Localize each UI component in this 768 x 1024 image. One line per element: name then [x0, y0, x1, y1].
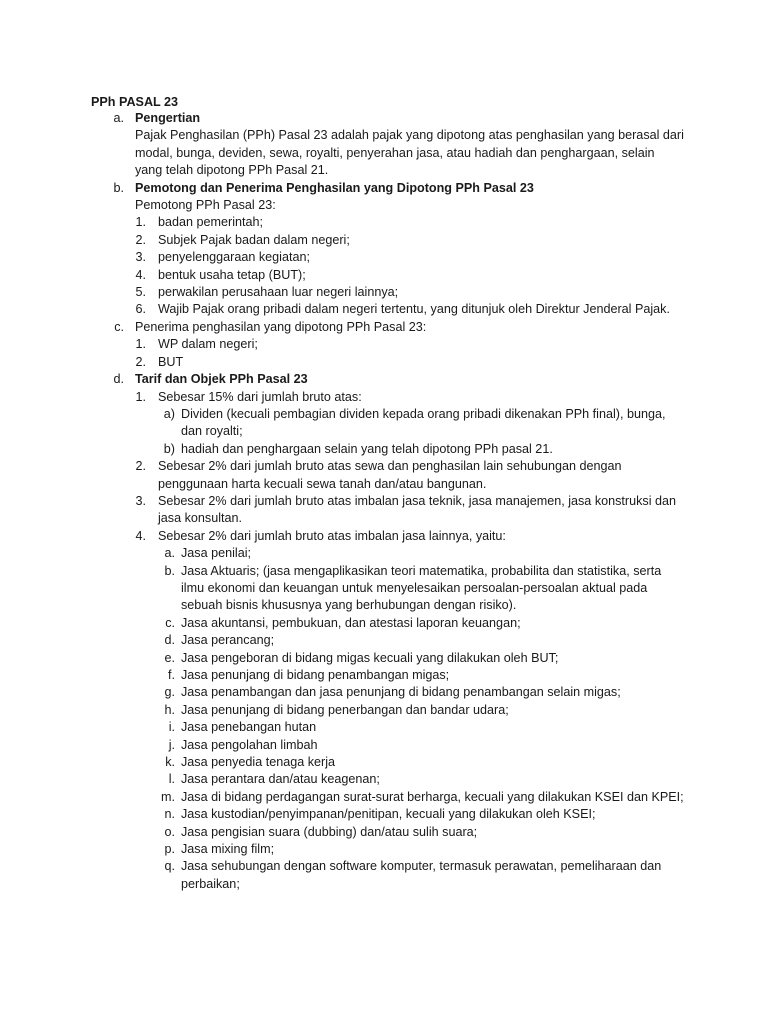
list-item-text: Subjek Pajak badan dalam negeri; [158, 232, 350, 247]
sub-item-text: Jasa pengisian suara (dubbing) dan/atau sulih suara; [181, 824, 478, 839]
sub-item [0, 563, 768, 580]
list-marker: 4. [135, 528, 146, 543]
sub-item [0, 684, 768, 701]
list-marker: 1. [135, 389, 146, 404]
list-item-text: Sebesar 2% dari jumlah bruto atas imbalan jasa teknik, jasa manajemen, jasa konstruksi dan [158, 493, 677, 508]
sub-marker: g. [164, 685, 175, 700]
sub-marker: a. [164, 546, 175, 561]
section-tarif [0, 371, 768, 893]
sub-item-text: Jasa perancang; [181, 633, 275, 648]
sub-item-text: Jasa penambangan dan jasa penunjang di bidang penambangan selain migas; [181, 685, 621, 700]
paragraph-line: Pajak Penghasilan (PPh) Pasal 23 adalah pajak yang dipotong atas penghasilan yang berasal dari [135, 128, 684, 143]
list-marker: 2. [135, 459, 146, 474]
section-intro: Pemotong PPh Pasal 23: [135, 198, 276, 213]
list-item [0, 232, 768, 249]
sub-item-text: Jasa perantara dan/atau keagenan; [181, 772, 380, 787]
list-item-text: penyelenggaraan kegiatan; [158, 250, 310, 265]
list-item [0, 214, 768, 231]
sub-item [0, 824, 768, 841]
sub-item [0, 771, 768, 788]
section-heading: Tarif dan Objek PPh Pasal 23 [135, 372, 308, 387]
sub-marker: e. [164, 650, 175, 665]
sub-item-text: Dividen (kecuali pembagian dividen kepada orang pribadi dikenakan PPh final), bunga, [181, 406, 666, 421]
section-penerima [0, 319, 768, 371]
sub-marker: j. [168, 737, 175, 752]
list-item-continuation: penggunaan harta kecuali sewa tanah dan/atau bangunan. [158, 476, 487, 491]
list-marker: 2. [135, 354, 146, 369]
list-item [0, 284, 768, 301]
section-pengertian [0, 110, 768, 180]
list-item-text: bentuk usaha tetap (BUT); [158, 267, 306, 282]
sub-item-text: Jasa penilai; [181, 546, 252, 561]
sub-item [0, 789, 768, 806]
list-item [0, 458, 768, 475]
sub-item [0, 667, 768, 684]
sub-marker: b. [164, 563, 175, 578]
sub-item [0, 441, 768, 458]
list-item-continuation: jasa konsultan. [158, 511, 243, 526]
sub-item-continuation: sebuah bisnis khususnya yang berhubungan dengan risiko). [181, 598, 517, 613]
sub-item-continuation: ilmu ekonomi dan keuangan untuk menyelesaikan persoalan-persoalan aktual pada [181, 580, 648, 595]
list-marker: 1. [135, 337, 146, 352]
list-item [0, 528, 768, 545]
list-marker: 3. [135, 250, 146, 265]
sub-marker: d. [164, 633, 175, 648]
sub-item-text: Jasa pengolahan limbah [181, 737, 318, 752]
sub-item-text: Jasa penyedia tenaga kerja [181, 755, 336, 770]
list-item [0, 249, 768, 266]
sub-marker: k. [165, 755, 175, 770]
list-item-text: Sebesar 2% dari jumlah bruto atas sewa dan penghasilan lain sehubungan dengan [158, 459, 622, 474]
section-marker: a. [113, 111, 124, 125]
sub-marker: p. [164, 842, 175, 857]
sub-marker: f. [168, 668, 175, 682]
section-marker: c. [114, 319, 124, 334]
sub-item-continuation: perbaikan; [181, 876, 240, 891]
sub-item [0, 719, 768, 736]
sub-item-text: Jasa penebangan hutan [181, 720, 317, 735]
section-marker: b. [113, 180, 124, 195]
sub-item-text: Jasa kustodian/penyimpanan/penitipan, kecuali yang dilakukan oleh KSEI; [181, 807, 596, 822]
list-item [0, 493, 768, 510]
list-marker: 4. [135, 267, 146, 282]
sub-item [0, 632, 768, 649]
sub-item-text: Jasa penunjang di bidang penerbangan dan bandar udara; [181, 702, 509, 717]
sub-marker: o. [164, 824, 175, 839]
list-marker: 5. [135, 285, 146, 300]
sub-item-text: Jasa penunjang di bidang penambangan migas; [181, 668, 450, 682]
list-item [0, 389, 768, 406]
list-marker: 2. [135, 232, 146, 247]
sub-marker: b) [163, 441, 175, 456]
sub-item [0, 858, 768, 875]
sub-item [0, 754, 768, 771]
document-body [0, 110, 768, 893]
sub-item-text: hadiah dan penghargaan selain yang telah dipotong PPh pasal 21. [181, 441, 553, 456]
sub-item-continuation: dan royalti; [181, 424, 243, 439]
section-heading: Penerima penghasilan yang dipotong PPh Pasal 23: [135, 319, 427, 334]
sub-marker: m. [161, 789, 175, 804]
sub-item [0, 806, 768, 823]
sub-item [0, 841, 768, 858]
paragraph-line: modal, bunga, deviden, sewa, royalti, penyerahan jasa, atau hadiah dan penghargaan, selain [135, 145, 655, 160]
list-item [0, 267, 768, 284]
sub-marker: l. [168, 772, 175, 787]
list-marker: 6. [135, 302, 146, 317]
list-item-text: perwakilan perusahaan luar negeri lainnya; [158, 285, 399, 300]
list-marker: 1. [135, 215, 146, 230]
list-item-text: BUT [158, 354, 184, 369]
list-item-text: Sebesar 2% dari jumlah bruto atas imbalan jasa lainnya, yaitu: [158, 528, 506, 543]
sub-item-text: Jasa sehubungan dengan software komputer, termasuk perawatan, pemeliharaan dan [181, 859, 662, 874]
sub-item [0, 650, 768, 667]
list-item-text: badan pemerintah; [158, 215, 264, 230]
sub-item-text: Jasa Aktuaris; (jasa mengaplikasikan teori matematika, probabilita dan statistika, serta [181, 563, 662, 578]
list-item-text: Sebesar 15% dari jumlah bruto atas: [158, 389, 362, 404]
sub-marker: q. [164, 859, 175, 874]
document-title: PPh PASAL 23 [91, 95, 179, 109]
sub-item [0, 702, 768, 719]
sub-marker: a) [163, 406, 175, 421]
sub-item-text: Jasa mixing film; [181, 842, 275, 857]
section-marker: d. [113, 372, 124, 387]
sub-item [0, 615, 768, 632]
jasa-list [0, 545, 768, 893]
sub-item [0, 545, 768, 562]
section-heading: Pemotong dan Penerima Penghasilan yang Dipotong PPh Pasal 23 [135, 180, 534, 195]
list-item-text: Wajib Pajak orang pribadi dalam negeri tertentu, yang ditunjuk oleh Direktur Jenderal Pajak. [158, 302, 670, 317]
list-item [0, 301, 768, 318]
paragraph-line: yang telah dipotong PPh Pasal 21. [135, 163, 329, 178]
list-item [0, 354, 768, 371]
sub-item-text: Jasa di bidang perdagangan surat-surat berharga, kecuali yang dilakukan KSEI dan KPEI; [181, 789, 684, 804]
list-item-text: WP dalam negeri; [158, 337, 258, 352]
sub-marker: n. [164, 807, 175, 822]
sub-marker: h. [164, 702, 175, 717]
list-item [0, 336, 768, 353]
sub-item [0, 406, 768, 423]
section-pemotong [0, 180, 768, 319]
sub-item-text: Jasa pengeboran di bidang migas kecuali yang dilakukan oleh BUT; [181, 650, 559, 665]
sub-marker: i. [168, 720, 175, 735]
section-heading: Pengertian [135, 111, 201, 125]
sub-marker: c. [165, 615, 175, 630]
list-marker: 3. [135, 493, 146, 508]
sub-item [0, 737, 768, 754]
sub-item-text: Jasa akuntansi, pembukuan, dan atestasi laporan keuangan; [181, 615, 521, 630]
